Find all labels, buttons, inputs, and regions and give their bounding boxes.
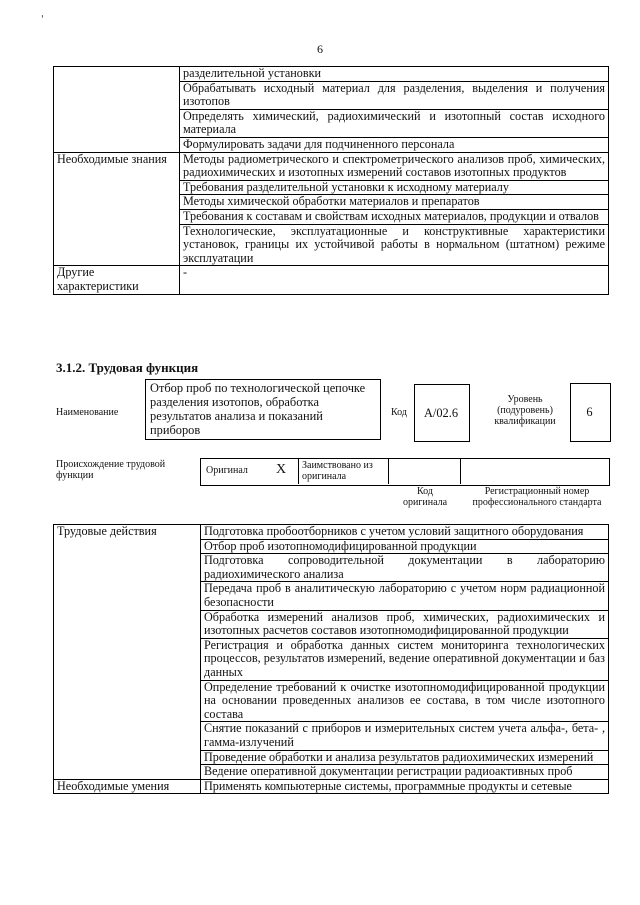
row-label-other: Другие характеристики [54,266,180,294]
table-row [54,67,609,82]
function-code: А/02.6 [423,406,459,420]
list-item: Требования разделительной установки к исходному материалу [180,180,609,195]
list-item: Технологические, эксплуатационные и конструктивные характеристики установок, границы их устойчивой работы в нормальном (штатном) режиме эксплуатации [180,224,609,266]
list-item: Методы радиометрического и спектрометрического анализов проб, химических, радиохимических и изотопных измерений составов изотопных продуктов [180,152,609,180]
row-label [54,67,180,153]
list-item: Подготовка пробоотборников с учетом условий защитного оборудования [201,525,609,540]
list-item: Регистрация и обработка данных систем мониторинга технологических процессов, результатов измерений, ведение оперативной документации и баз данных [201,638,609,680]
table-row [54,152,609,180]
row-label-skills: Необходимые умения [54,779,201,794]
list-item: Проведение обработки и анализа результатов радиохимических измерений [201,750,609,765]
qualification-level: 6 [586,405,593,419]
level-label: Уровень (подуровень) квалификации [494,394,556,427]
list-item: Подготовка сопроводительной документации в лабораторию радиохимического анализа [201,554,609,582]
original-label: Оригинал [206,465,248,476]
page-corner-mark: ' [41,14,44,25]
divider [388,458,389,484]
table-row [54,525,609,540]
original-code-caption: Код оригинала [402,486,448,508]
list-item: Формулировать задачи для подчиненного персонала [180,137,609,152]
table-row [54,266,609,294]
labor-actions-table [53,524,609,794]
list-item: Снятие показаний с приборов и измерительных систем учета альфа-, бета- , гамма-излучений [201,722,609,750]
list-item: Ведение оперативной документации регистрации радиоактивных проб [201,765,609,780]
name-label: Наименование [56,407,119,418]
origin-box [200,458,610,486]
registration-number-caption: Регистрационный номер профессионального стандарта [472,486,602,508]
page-number: 6 [317,42,323,56]
skills-knowledge-table [53,66,609,295]
borrowed-label: Заимствовано из оригинала [302,460,373,482]
origin-label: Происхождение трудовой функции [56,459,166,481]
list-item: разделительной установки [180,67,609,82]
list-item: Отбор проб изотопномодифицированной продукции [201,539,609,554]
list-item: Методы химической обработки материалов и препаратов [180,195,609,210]
divider [298,458,299,484]
list-item: Передача проб в аналитическую лабораторию с учетом норм радиационной безопасности [201,582,609,610]
original-mark: Х [276,462,287,477]
list-item: Обработка измерений анализов проб, химических, радиохимических и изотопных расчетов составов изотопномодифицированной продукции [201,610,609,638]
list-item: Обрабатывать исходный материал для разделения, выделения и получения изотопов [180,81,609,109]
function-name-box: Отбор проб по технологической цепочке разделения изотопов, обработка результатов анализа и показаний приборов [145,379,381,440]
divider [460,458,461,484]
table-row [54,779,609,794]
row-label-knowledge: Необходимые знания [54,152,180,266]
list-item: Применять компьютерные системы, программные продукты и сетевые [201,779,609,794]
section-title: 3.1.2. Трудовая функция [56,360,199,375]
list-item: Определение требований к очистке изотопномодифицированной продукции на основании проведенных анализов ее состава, в том числе изотопного состава [201,680,609,722]
list-item: Требования к составам и свойствам исходных материалов, продукции и отвалов [180,209,609,224]
list-item: Определять химический, радиохимический и изотопный состав исходного материала [180,109,609,137]
row-label-actions: Трудовые действия [54,525,201,780]
list-item: - [180,266,609,294]
code-label: Код [391,407,407,418]
